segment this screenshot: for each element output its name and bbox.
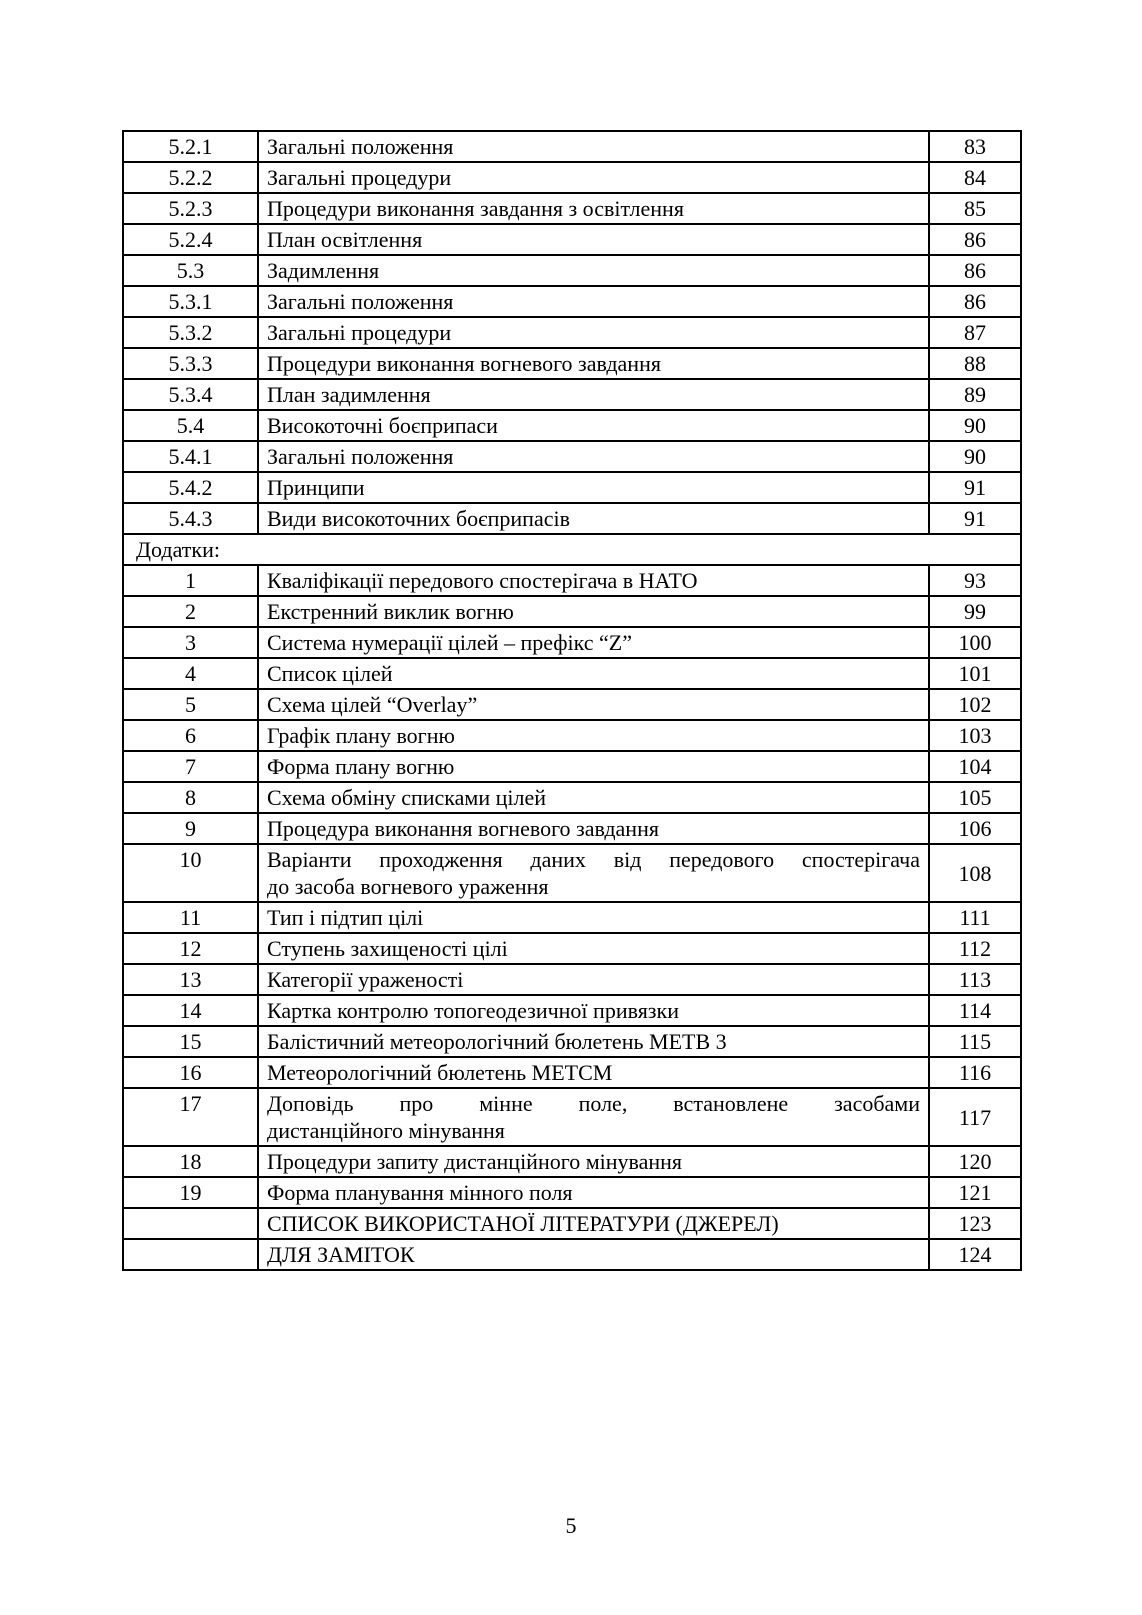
toc-row (123, 782, 1021, 813)
toc-entry-number: 6 (123, 720, 258, 751)
toc-row (123, 933, 1021, 964)
toc-entry-title: Система нумерації цілей – префікс “Z” (258, 627, 929, 658)
toc-entry-page: 108 (929, 844, 1021, 902)
toc-entry-page: 124 (929, 1239, 1021, 1270)
toc-entry-number: 4 (123, 658, 258, 689)
toc-entry-page: 91 (929, 503, 1021, 534)
toc-entry-page: 123 (929, 1208, 1021, 1239)
toc-entry-page: 112 (929, 933, 1021, 964)
toc-entry-number: 5.3.4 (123, 379, 258, 410)
toc-table (122, 130, 1022, 1271)
toc-entry-page: 93 (929, 565, 1021, 596)
toc-entry-page: 103 (929, 720, 1021, 751)
page-number: 5 (565, 1513, 577, 1538)
toc-row (123, 844, 1021, 902)
toc-row (123, 627, 1021, 658)
toc-entry-title: Категорії ураженості (258, 964, 929, 995)
toc-entry-number: 5.4.3 (123, 503, 258, 534)
toc-entry-page: 113 (929, 964, 1021, 995)
toc-entry-page: 90 (929, 410, 1021, 441)
toc-entry-title: Форма плану вогню (258, 751, 929, 782)
toc-entry-title: Тип і підтип цілі (258, 902, 929, 933)
toc-entry-title: Високоточні боєприпаси (258, 410, 929, 441)
toc-entry-page: 91 (929, 472, 1021, 503)
toc-entry-number: 5.3.2 (123, 317, 258, 348)
toc-row (123, 224, 1021, 255)
toc-entry-title: План задимлення (258, 379, 929, 410)
toc-entry-page: 87 (929, 317, 1021, 348)
toc-entry-title: Список цілей (258, 658, 929, 689)
toc-entry-number: 5.4.2 (123, 472, 258, 503)
toc-entry-number: 5.3.1 (123, 286, 258, 317)
toc-row (123, 1146, 1021, 1177)
toc-entry-title: Задимлення (258, 255, 929, 286)
toc-row (123, 1026, 1021, 1057)
toc-row (123, 902, 1021, 933)
toc-entry-title: Схема цілей “Overlay” (258, 689, 929, 720)
toc-row (123, 1208, 1021, 1239)
toc-entry-number: 10 (123, 844, 258, 902)
toc-entry-number: 12 (123, 933, 258, 964)
toc-entry-page: 86 (929, 255, 1021, 286)
toc-row (123, 193, 1021, 224)
toc-row (123, 162, 1021, 193)
toc-row (123, 441, 1021, 472)
toc-entry-title (258, 844, 929, 902)
toc-row (123, 503, 1021, 534)
toc-entry-number: 13 (123, 964, 258, 995)
toc-entry-number: 3 (123, 627, 258, 658)
toc-entry-page: 116 (929, 1057, 1021, 1088)
toc-entry-page: 83 (929, 131, 1021, 162)
toc-entry-title: Процедури виконання вогневого завдання (258, 348, 929, 379)
toc-row (123, 596, 1021, 627)
toc-row (123, 348, 1021, 379)
toc-row (123, 995, 1021, 1026)
toc-entry-number: 5 (123, 689, 258, 720)
toc-entry-page: 104 (929, 751, 1021, 782)
toc-section-label: Додатки: (123, 534, 1021, 565)
toc-entry-number: 14 (123, 995, 258, 1026)
toc-entry-title: Загальні положення (258, 286, 929, 317)
toc-row (123, 286, 1021, 317)
toc-entry-title: Процедури запиту дистанційного мінування (258, 1146, 929, 1177)
toc-entry-number: 5.4.1 (123, 441, 258, 472)
toc-row (123, 1057, 1021, 1088)
toc-entry-title: Процедури виконання завдання з освітлення (258, 193, 929, 224)
toc-entry-title: План освітлення (258, 224, 929, 255)
toc-entry-title: Принципи (258, 472, 929, 503)
toc-row (123, 1088, 1021, 1146)
toc-entry-number: 11 (123, 902, 258, 933)
toc-row (123, 131, 1021, 162)
toc-entry-title: Види високоточних боєприпасів (258, 503, 929, 534)
toc-entry-number: 2 (123, 596, 258, 627)
toc-row (123, 720, 1021, 751)
toc-entry-page: 86 (929, 286, 1021, 317)
toc-entry-page: 115 (929, 1026, 1021, 1057)
toc-entry-number: 7 (123, 751, 258, 782)
toc-entry-number: 5.2.3 (123, 193, 258, 224)
toc-entry-page: 89 (929, 379, 1021, 410)
toc-entry-page: 114 (929, 995, 1021, 1026)
toc-entry-title: Схема обміну списками цілей (258, 782, 929, 813)
toc-entry-title: Кваліфікації передового спостерігача в НАТО (258, 565, 929, 596)
toc-entry-title: Балістичний метеорологічний бюлетень МЕТВ 3 (258, 1026, 929, 1057)
toc-entry-title: Екстренний виклик вогню (258, 596, 929, 627)
toc-entry-page: 90 (929, 441, 1021, 472)
toc-entry-page: 85 (929, 193, 1021, 224)
toc-body (123, 131, 1021, 1270)
toc-entry-number: 8 (123, 782, 258, 813)
toc-entry-title: Загальні процедури (258, 317, 929, 348)
toc-row (123, 1177, 1021, 1208)
toc-row (123, 689, 1021, 720)
toc-entry-title: Ступень захищеності цілі (258, 933, 929, 964)
toc-entry-title: ДЛЯ ЗАМІТОК (258, 1239, 929, 1270)
toc-entry-title: Метеорологічний бюлетень МЕТСМ (258, 1057, 929, 1088)
toc-entry-page: 111 (929, 902, 1021, 933)
toc-entry-page: 102 (929, 689, 1021, 720)
toc-section-row (123, 534, 1021, 565)
toc-entry-page: 86 (929, 224, 1021, 255)
toc-entry-number: 9 (123, 813, 258, 844)
toc-entry-title: Картка контролю топогеодезичної привязки (258, 995, 929, 1026)
toc-row (123, 1239, 1021, 1270)
toc-entry-title-line: Доповідь про мінне поле, встановлене засобами (267, 1091, 920, 1116)
toc-entry-title: Процедура виконання вогневого завдання (258, 813, 929, 844)
toc-row (123, 255, 1021, 286)
toc-entry-title-line: дистанційного мінування (267, 1118, 505, 1143)
toc-row (123, 658, 1021, 689)
toc-row (123, 565, 1021, 596)
toc-entry-title (258, 1088, 929, 1146)
toc-entry-page: 117 (929, 1088, 1021, 1146)
toc-entry-number: 5.3.3 (123, 348, 258, 379)
toc-entry-page: 100 (929, 627, 1021, 658)
toc-entry-number (123, 1208, 258, 1239)
toc-row (123, 472, 1021, 503)
toc-entry-title: Загальні положення (258, 441, 929, 472)
toc-entry-page: 99 (929, 596, 1021, 627)
toc-entry-title: СПИСОК ВИКОРИСТАНОЇ ЛІТЕРАТУРИ (ДЖЕРЕЛ) (258, 1208, 929, 1239)
toc-entry-number: 1 (123, 565, 258, 596)
toc-entry-page: 105 (929, 782, 1021, 813)
toc-entry-number: 18 (123, 1146, 258, 1177)
toc-entry-number: 5.2.1 (123, 131, 258, 162)
toc-row (123, 410, 1021, 441)
toc-entry-number: 5.2.4 (123, 224, 258, 255)
toc-entry-title-line: Варіанти проходження даних від передового спостерігача (267, 847, 920, 872)
toc-entry-number: 17 (123, 1088, 258, 1146)
toc-row (123, 317, 1021, 348)
toc-entry-title-line: до засоба вогневого ураження (267, 874, 549, 899)
toc-row (123, 379, 1021, 410)
toc-entry-page: 106 (929, 813, 1021, 844)
toc-entry-number: 5.2.2 (123, 162, 258, 193)
toc-entry-page: 121 (929, 1177, 1021, 1208)
toc-entry-page: 84 (929, 162, 1021, 193)
toc-row (123, 813, 1021, 844)
toc-entry-number: 5.3 (123, 255, 258, 286)
toc-row (123, 964, 1021, 995)
toc-entry-page: 88 (929, 348, 1021, 379)
toc-entry-page: 101 (929, 658, 1021, 689)
toc-entry-title: Форма планування мінного поля (258, 1177, 929, 1208)
toc-entry-title: Графік плану вогню (258, 720, 929, 751)
toc-entry-page: 120 (929, 1146, 1021, 1177)
toc-entry-title: Загальні процедури (258, 162, 929, 193)
toc-entry-number: 19 (123, 1177, 258, 1208)
toc-entry-number: 15 (123, 1026, 258, 1057)
toc-entry-number: 5.4 (123, 410, 258, 441)
toc-entry-number (123, 1239, 258, 1270)
toc-row (123, 751, 1021, 782)
toc-entry-number: 16 (123, 1057, 258, 1088)
toc-entry-title: Загальні положення (258, 131, 929, 162)
